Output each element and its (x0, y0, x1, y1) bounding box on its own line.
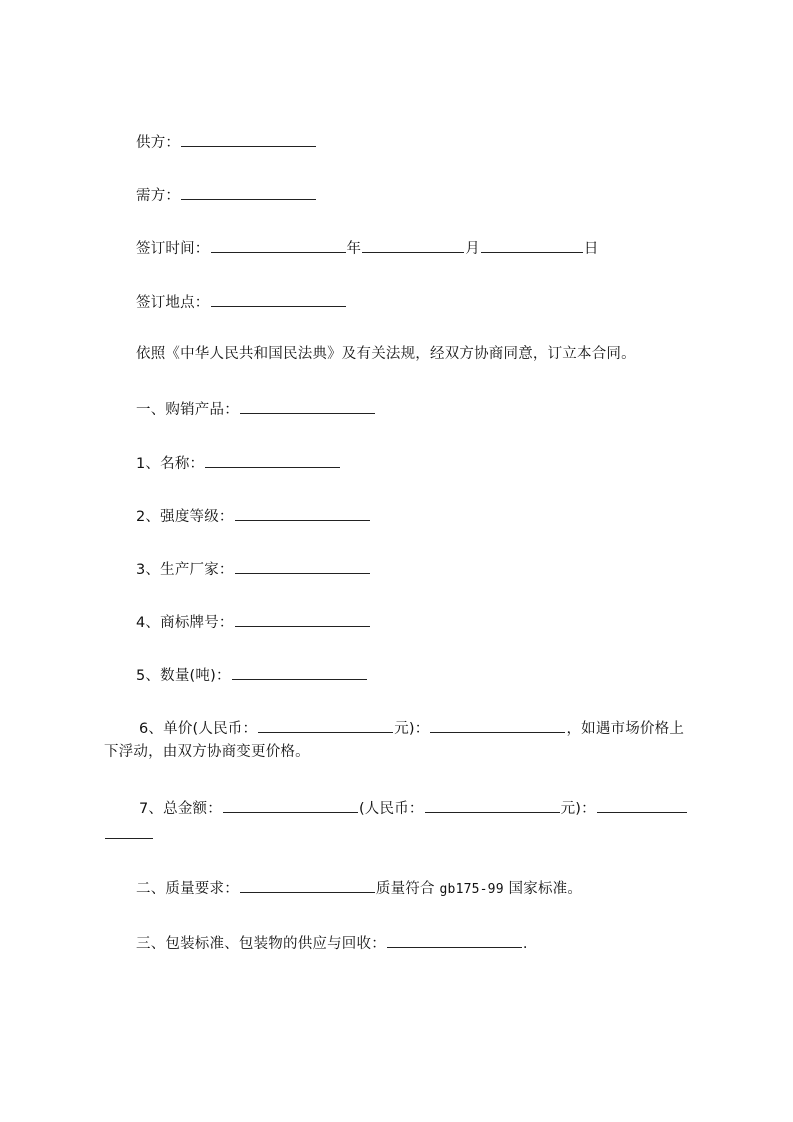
sign-day-field[interactable] (481, 240, 583, 253)
item6-line2 (104, 745, 310, 759)
section3-line (136, 935, 528, 951)
total-extra-field[interactable] (597, 800, 687, 813)
intro-paragraph (136, 347, 636, 361)
sign-year-field[interactable] (211, 240, 346, 253)
item7-paren: (人民币： (358, 801, 424, 817)
item7-unit: 元)： (560, 801, 596, 817)
name-field[interactable] (205, 455, 340, 468)
unit-price-field[interactable] (258, 720, 393, 733)
item3-label: 3、生产厂家： (136, 562, 234, 578)
item4-line (136, 614, 371, 630)
section1-label: 一、购销产品： (136, 402, 239, 418)
item4-label: 4、商标牌号： (136, 615, 234, 631)
buyer-label: 需方： (136, 188, 181, 204)
item6-line (139, 720, 684, 736)
item7-line (139, 800, 688, 816)
day-label: 日 (583, 241, 599, 257)
item7-label: 7、总金额： (139, 801, 222, 817)
supplier-label: 供方： (136, 135, 181, 151)
sign-month-field[interactable] (362, 240, 464, 253)
month-label: 月 (465, 241, 480, 257)
item6-line2-text: 下浮动，由双方协商变更价格。 (104, 744, 310, 760)
sign-place-line (136, 294, 347, 310)
packaging-field[interactable] (387, 935, 522, 948)
section2-line (136, 880, 582, 897)
year-label: 年 (346, 241, 362, 257)
total-amount-field[interactable] (223, 800, 358, 813)
strength-grade-field[interactable] (235, 508, 370, 521)
manufacturer-field[interactable] (235, 561, 370, 574)
total-extra-field-continued[interactable] (105, 826, 153, 839)
product-field[interactable] (240, 401, 375, 414)
item6-label: 6、单价(人民币： (139, 721, 258, 737)
item7-line2 (104, 826, 154, 842)
section3-label: 三、包装标准、包装物的供应与回收： (136, 936, 386, 952)
item1-label: 1、名称： (136, 456, 205, 472)
section1-line (136, 401, 376, 417)
item5-label: 5、数量(吨)： (136, 668, 231, 684)
quality-field[interactable] (240, 880, 375, 893)
item5-line (136, 667, 368, 683)
supplier-field[interactable] (181, 134, 316, 147)
section2-text-b: 国家标准。 (503, 881, 583, 897)
item1-line (136, 455, 341, 471)
section3-end: . (522, 936, 528, 952)
unit-price-extra-field[interactable] (430, 720, 565, 733)
item2-line (136, 508, 371, 524)
sign-place-field[interactable] (211, 294, 346, 307)
item6-unit: 元)： (394, 721, 430, 737)
section2-text-a: 质量符合 (375, 881, 440, 897)
item3-line (136, 561, 371, 577)
quantity-field[interactable] (232, 667, 367, 680)
brand-field[interactable] (235, 614, 370, 627)
buyer-line (136, 187, 317, 203)
item6-tail: ，如遇市场价格上 (566, 721, 685, 737)
section2-label: 二、质量要求： (136, 881, 239, 897)
sign-place-label: 签订地点： (136, 295, 210, 311)
supplier-line (136, 134, 317, 150)
item2-label: 2、强度等级： (136, 509, 234, 525)
sign-time-label: 签订时间： (136, 241, 210, 257)
standard-code: gb175-99 (439, 882, 504, 897)
buyer-field[interactable] (181, 187, 316, 200)
total-rmb-field[interactable] (425, 800, 560, 813)
sign-time-line (136, 240, 599, 256)
intro-text: 依照《中华人民共和国民法典》及有关法规，经双方协商同意，订立本合同。 (136, 346, 636, 362)
